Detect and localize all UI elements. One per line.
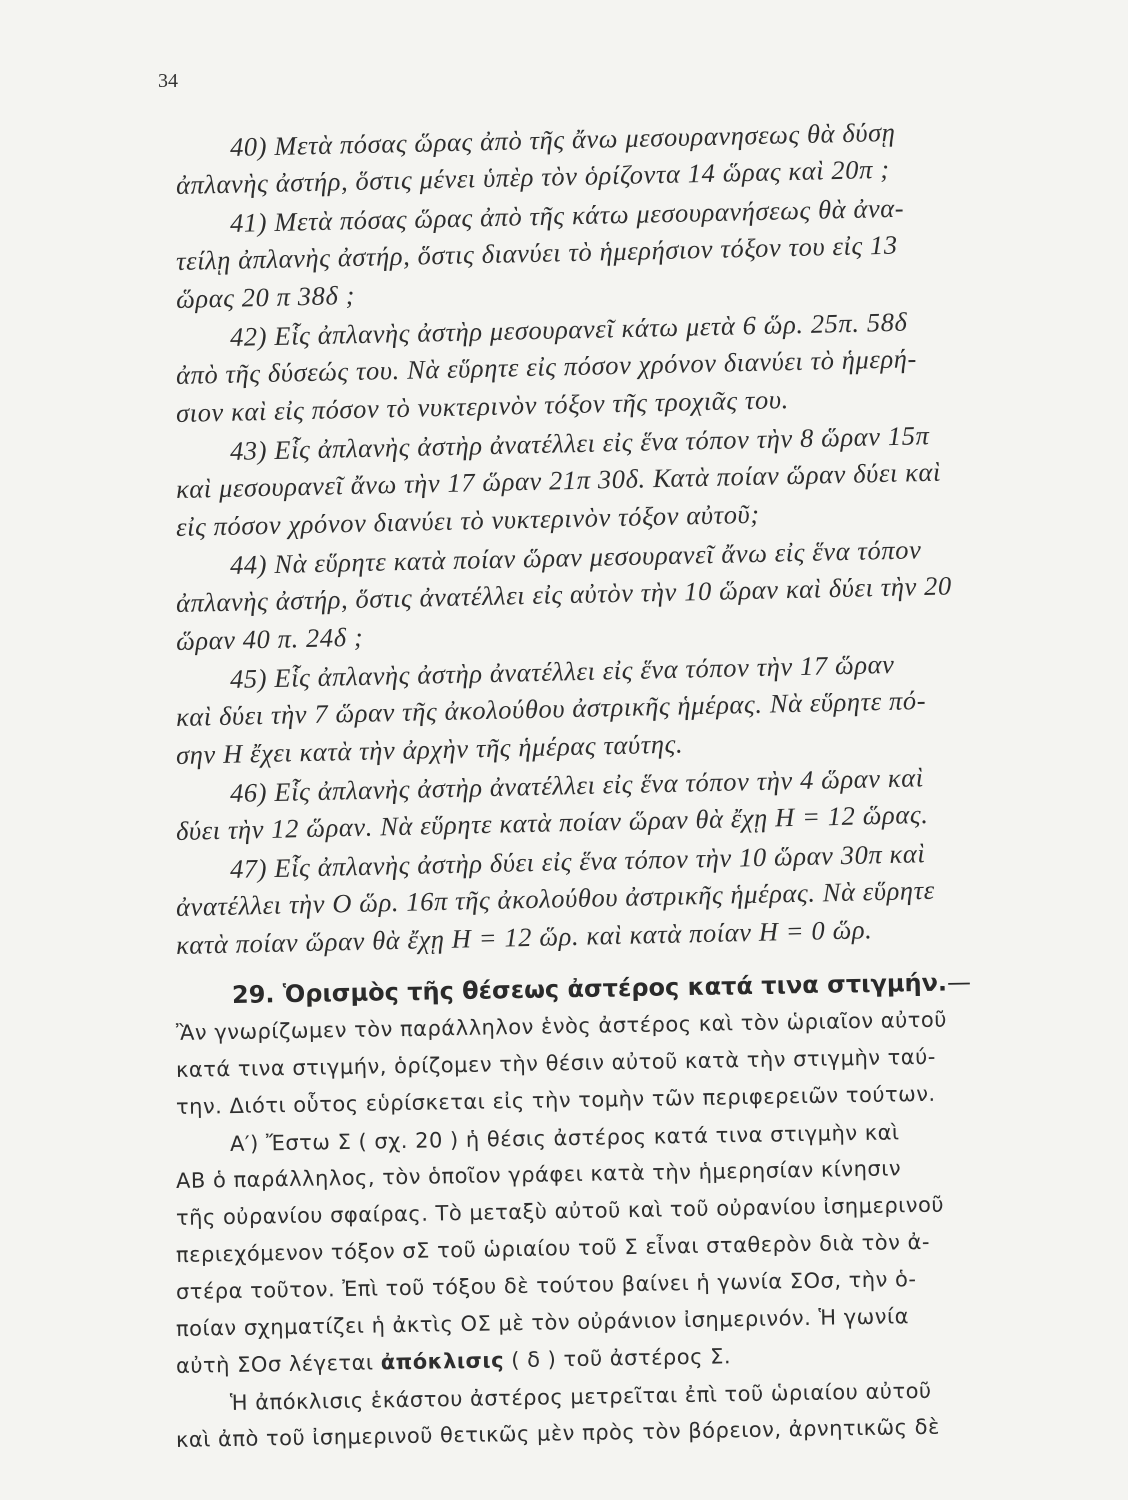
section-heading-dash: — [946, 968, 972, 997]
problem-42-line-3: σιον καὶ εἰς πόσον τὸ νυκτερινὸν τόξον τῆς τροχιᾶς του. [175, 384, 790, 428]
problem-45-line-1: 45) Εἷς ἀπλανὴς ἀστὴρ ἀνατέλλει εἰς ἕνα τόπον τὴν 17 ὥραν [229, 648, 895, 694]
section-line-1: Ἂν γνωρίζωμεν τὸν παράλληλον ἑνὸς ἀστέρος καὶ τὸν ὡριαῖον αὐτοῦ [175, 1007, 948, 1045]
problem-41-line-2: τείλῃ ἀπλανὴς ἀστήρ, ὅστις διανύει τὸ ἡμερήσιον τόξον του εἰς 13 [175, 229, 899, 276]
term-line-after: ( δ ) τοῦ ἀστέρος Σ. [511, 1344, 732, 1373]
problem-46-line-2: δύει τὴν 12 ὥραν. Νὰ εὕρητε κατὰ ποίαν ὥραν θὰ ἔχῃ Η = 12 ὥρας. [175, 798, 929, 846]
problem-41-line-1: 41) Μετὰ πόσας ὥρας ἀπὸ τῆς κάτω μεσουρανήσεως θὰ ἀνα- [229, 192, 905, 238]
problem-45-line-3: σην Η ἔχει κατὰ τὴν ἀρχὴν τῆς ἡμέρας ταύτης. [175, 728, 684, 770]
problem-45-line-2: καὶ δύει τὴν 7 ὥραν τῆς ἀκολούθου ἀστρικῆς ἡμέρας. Νὰ εὕρητε πό- [175, 684, 927, 732]
problem-43-line-2: καὶ μεσουρανεῖ ἄνω τὴν 17 ὥραν 21π 30δ. Κατὰ ποίαν ὥραν δύει καὶ [175, 456, 942, 504]
problem-44-line-1: 44) Νὰ εὕρητε κατὰ ποίαν ὥραν μεσουρανεῖ ἄνω εἰς ἕνα τόπον [229, 534, 922, 580]
problem-41-line-3: ὥρας 20 π 38δ ; [175, 279, 356, 314]
page-number: 34 [158, 70, 178, 92]
term-line-before: αὐτὴ ΣΟσ λέγεται [175, 1350, 374, 1378]
section-line-8: στέρα τοῦτον. Ἐπὶ τοῦ τόξου δὲ τούτου βαίνει ἡ γωνία ΣΟσ, τὴν ὁ- [175, 1267, 917, 1304]
section-line-12: καὶ ἀπὸ τοῦ ἰσημερινοῦ θετικῶς μὲν πρὸς τὸν βόρειον, ἀρνητικῶς δὲ [175, 1414, 941, 1452]
section-line-2: κατά τινα στιγμήν, ὁρίζομεν τὴν θέσιν αὐτοῦ κατὰ τὴν στιγμὴν ταύ- [175, 1044, 937, 1082]
term-apoklisis: ἀπόκλισις [380, 1348, 505, 1375]
problem-43-line-1: 43) Εἷς ἀπλανὴς ἀστὴρ ἀνατέλλει εἰς ἕνα τόπον τὴν 8 ὥραν 15π [229, 420, 930, 466]
section-line-11: Ἡ ἀπόκλισις ἑκάστου ἀστέρος μετρεῖται ἐπὶ τοῦ ὡριαίου αὐτοῦ [229, 1378, 932, 1415]
section-line-3: την. Διότι οὗτος εὑρίσκεται εἰς τὴν τομὴν τῶν περιφερειῶν τούτων. [175, 1081, 936, 1119]
problem-42-line-1: 42) Εἷς ἀπλανὴς ἀστὴρ μεσουρανεῖ κάτω μετὰ 6 ὥρ. 25π. 58δ [229, 306, 908, 352]
problem-42-line-2: ἀπὸ τῆς δύσεώς του. Νὰ εὕρητε εἰς πόσον χρόνον διανύει τὸ ἡμερή- [175, 343, 918, 390]
problem-40-line-1: 40) Μετὰ πόσας ὥρας ἀπὸ τῆς ἄνω μεσουρανησεως θὰ δύσῃ [229, 116, 896, 162]
problem-40-line-2: ἀπλανὴς ἀστήρ, ὅστις μένει ὑπὲρ τὸν ὁρίζοντα 14 ὥρας καὶ 20π ; [175, 153, 890, 200]
section-heading-text: 29. Ὁρισμὸς τῆς θέσεως ἀστέρος κατά τινα στιγμήν. [231, 968, 948, 1009]
section-line-7: περιεχόμενον τόξον σΣ τοῦ ὡριαίου τοῦ Σ εἶναι σταθερὸν διὰ τὸν ἀ- [175, 1229, 931, 1267]
problem-44-line-3: ὥραν 40 π. 24δ ; [175, 621, 364, 656]
problem-47-line-1: 47) Εἷς ἀπλανὴς ἀστὴρ δύει εἰς ἕνα τόπον τὴν 10 ὥραν 30π καὶ [229, 838, 926, 884]
problem-47-line-2: ἀνατέλλει τὴν Ο ὥρ. 16π τῆς ἀκολούθου ἀστρικῆς ἡμέρας. Νὰ εὕρητε [175, 874, 936, 922]
problem-46-line-1: 46) Εἷς ἀπλανὴς ἀστὴρ ἀνατέλλει εἰς ἕνα τόπον τὴν 4 ὥραν καὶ [229, 762, 924, 808]
section-line-4: Α′) Ἔστω Σ ( σχ. 20 ) ἡ θέσις ἀστέρος κατά τινα στιγμὴν καὶ [229, 1120, 900, 1156]
problem-44-line-2: ἀπλανὴς ἀστήρ, ὅστις ἀνατέλλει εἰς αὐτὸν τὴν 10 ὥραν καὶ δύει τὴν 20 [175, 570, 953, 618]
problem-47-line-3: κατὰ ποίαν ὥραν θὰ ἔχῃ Η = 12 ὥρ. καὶ κατὰ ποίαν Η = 0 ὥρ. [175, 914, 873, 960]
section-line-6: τῆς οὐρανίου σφαίρας. Τὸ μεταξὺ αὐτοῦ καὶ τοῦ οὐρανίου ἰσημερινοῦ [175, 1192, 945, 1230]
section-line-5: ΑΒ ὁ παράλληλος, τὸν ὁποῖον γράφει κατὰ τὴν ἡμερησίαν κίνησιν [175, 1156, 902, 1193]
section-line-9: ποίαν σχηματίζει ἡ ἀκτὶς ΟΣ μὲ τὸν οὐράνιον ἰσημερινόν. Ἡ γωνία [175, 1304, 910, 1341]
problem-43-line-3: εἰς πόσον χρόνον διανύει τὸ νυκτερινὸν τόξον αὐτοῦ; [175, 498, 761, 542]
